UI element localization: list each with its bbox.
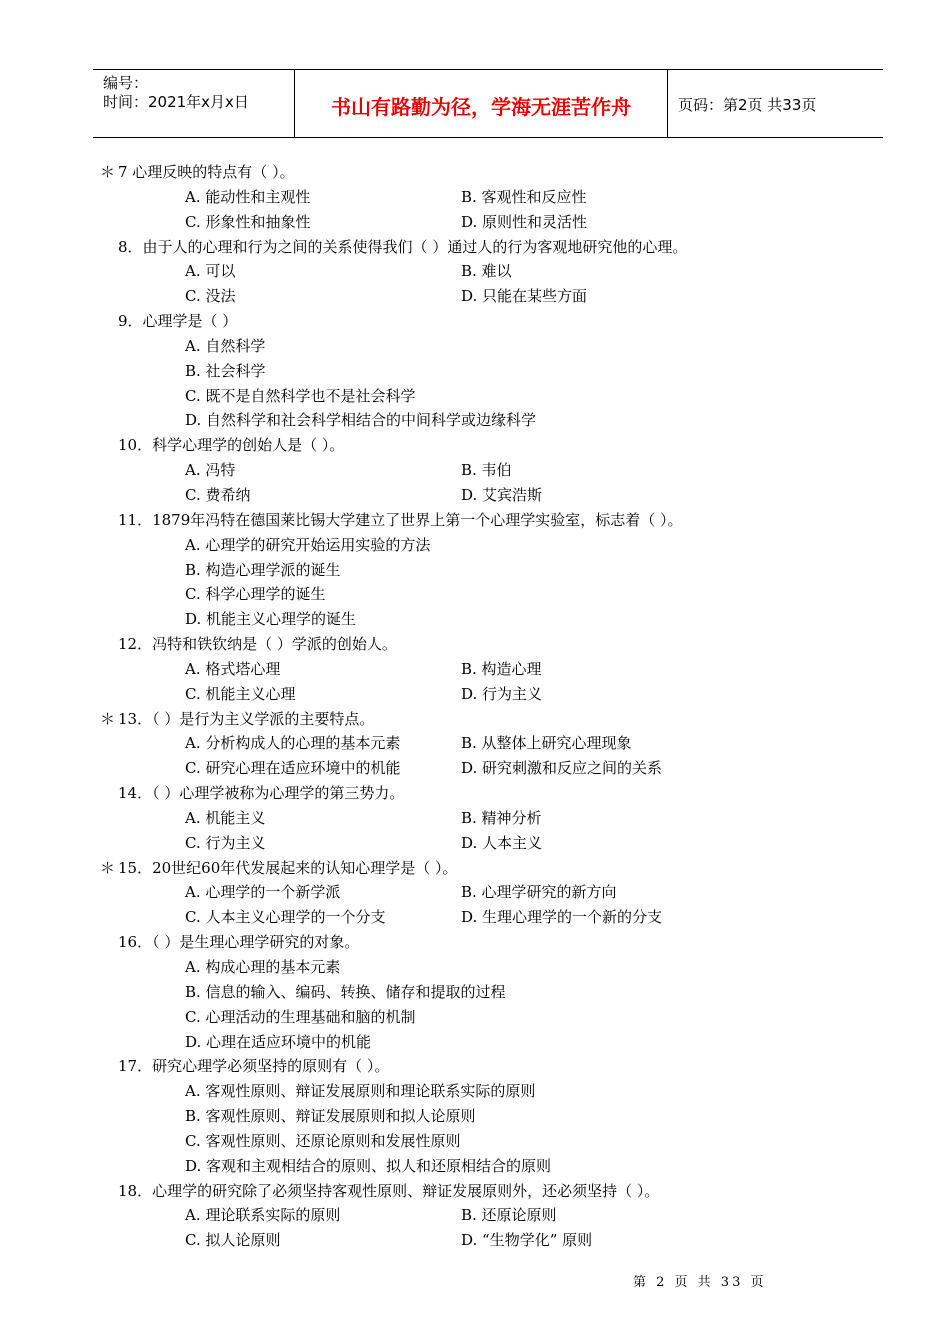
option-row <box>0 806 950 831</box>
question-stem: 9．心理学是（ ） <box>118 312 238 331</box>
answer-option: A. 分析构成人的心理的基本元素 <box>185 734 401 753</box>
answer-option: B. 客观性和反应性 <box>461 187 587 206</box>
question-stem-line <box>0 309 950 334</box>
header-motto-cell <box>294 70 668 137</box>
answer-option: B. 心理学研究的新方向 <box>461 883 617 902</box>
option-row <box>0 259 950 284</box>
question-stem: 15．20世纪60年代发展起来的认知心理学是（ ）。 <box>118 858 458 877</box>
header-page-cell <box>668 70 883 137</box>
answer-option: A. 冯特 <box>185 461 236 480</box>
question-stem-line <box>0 433 950 458</box>
answer-option: A. 自然科学 <box>185 336 266 355</box>
answer-option: D. 研究刺激和反应之间的关系 <box>461 759 663 778</box>
answer-option: C. 行为主义 <box>185 833 266 852</box>
star-marker: ＊ <box>100 709 116 728</box>
answer-option: D. 只能在某些方面 <box>461 287 588 306</box>
option-row <box>0 1030 950 1055</box>
option-row <box>0 607 950 632</box>
code-label: 编号： <box>103 74 149 92</box>
answer-option: B. 精神分析 <box>461 808 542 827</box>
option-row <box>0 284 950 309</box>
answer-option: B. 从整体上研究心理现象 <box>461 734 632 753</box>
question-stem-line <box>0 160 950 185</box>
option-row <box>0 905 950 930</box>
option-row <box>0 1104 950 1129</box>
answer-option: A. 构成心理的基本元素 <box>185 958 341 976</box>
star-marker: ＊ <box>100 163 116 181</box>
answer-option: A. 机能主义 <box>185 808 266 827</box>
answer-option: C. 机能主义心理 <box>185 684 296 703</box>
option-row <box>0 657 950 682</box>
answer-option: A. 理论联系实际的原则 <box>185 1206 341 1225</box>
answer-option: B. 客观性原则、辩证发展原则和拟人论原则 <box>185 1107 476 1126</box>
question-stem-line <box>0 1054 950 1079</box>
answer-option: C. 客观性原则、还原论原则和发展性原则 <box>185 1131 461 1150</box>
answer-option: A. 可以 <box>185 262 236 281</box>
question-stem: 8．由于人的心理和行为之间的关系使得我们（ ）通过人的行为客观地研究他的心理。 <box>118 237 688 256</box>
question-stem-line <box>0 508 950 533</box>
answer-option: D. 人本主义 <box>461 833 543 852</box>
page-footer: 第 2 页 共 33 页 <box>633 1275 767 1290</box>
answer-option: A. 心理学的研究开始运用实验的方法 <box>185 535 431 554</box>
page-label: 页码：第2页 共33页 <box>678 96 817 114</box>
time-label: 时间：2021年x月x日 <box>103 93 249 111</box>
question-stem: 17．研究心理学必须坚持的原则有（ ）。 <box>118 1057 390 1076</box>
option-row <box>0 756 950 781</box>
answer-option: C. 形象性和抽象性 <box>185 212 311 231</box>
question-stem: 18．心理学的研究除了必须坚持客观性原则、辩证发展原则外，还必须坚持（ ）。 <box>118 1181 660 1200</box>
option-row <box>0 1129 950 1154</box>
question-stem: 10．科学心理学的创始人是（ ）。 <box>118 436 345 455</box>
answer-option: D. “生物学化” 原则 <box>461 1231 593 1250</box>
answer-option: B. 信息的输入、编码、转换、储存和提取的过程 <box>185 982 506 1001</box>
answer-option: B. 难以 <box>461 262 512 281</box>
answer-option: C. 人本主义心理学的一个分支 <box>185 908 386 927</box>
answer-option: C. 费希纳 <box>185 485 251 504</box>
option-row <box>0 682 950 707</box>
option-row <box>0 731 950 756</box>
question-stem: 11．1879年冯特在德国莱比锡大学建立了世界上第一个心理学实验室，标志着（ ）。 <box>118 510 683 529</box>
option-row <box>0 384 950 409</box>
question-stem-line <box>0 930 950 955</box>
answer-option: D. 机能主义心理学的诞生 <box>185 610 357 629</box>
answer-option: B. 还原论原则 <box>461 1206 557 1225</box>
question-stem: 13．（ ）是行为主义学派的主要特点。 <box>118 709 375 728</box>
question-stem: 12．冯特和铁钦纳是（ ）学派的创始人。 <box>118 635 397 654</box>
option-row <box>0 1228 950 1253</box>
option-row <box>0 458 950 483</box>
option-row <box>0 880 950 905</box>
question-stem: 16．（ ）是生理心理学研究的对象。 <box>118 933 360 952</box>
answer-option: C. 拟人论原则 <box>185 1231 281 1250</box>
star-marker: ＊ <box>100 858 116 877</box>
question-stem-line <box>0 632 950 657</box>
option-row <box>0 955 950 980</box>
option-row <box>0 980 950 1005</box>
option-row <box>0 359 950 384</box>
answer-option: D. 行为主义 <box>461 684 543 703</box>
answer-option: A. 格式塔心理 <box>185 659 281 678</box>
option-row <box>0 582 950 607</box>
answer-option: C. 既不是自然科学也不是社会科学 <box>185 386 416 405</box>
motto: 书山有路勤为径，学海无涯苦作舟 <box>331 95 631 119</box>
answer-option: C. 研究心理在适应环境中的机能 <box>185 759 401 778</box>
answer-option: D. 艾宾浩斯 <box>461 485 543 504</box>
option-row <box>0 533 950 558</box>
answer-option: C. 没法 <box>185 287 236 306</box>
page-header <box>93 69 883 138</box>
answer-option: B. 韦伯 <box>461 461 512 480</box>
option-row <box>0 408 950 433</box>
answer-option: B. 构造心理 <box>461 659 542 678</box>
answer-option: D. 原则性和灵活性 <box>461 212 588 231</box>
answer-option: A. 能动性和主观性 <box>185 187 311 206</box>
option-row <box>0 1154 950 1179</box>
question-list <box>0 160 950 1253</box>
option-row <box>0 1203 950 1228</box>
question-stem: 14．（ ）心理学被称为心理学的第三势力。 <box>118 784 405 803</box>
option-row <box>0 483 950 508</box>
option-row <box>0 185 950 210</box>
question-stem-line <box>0 781 950 806</box>
question-stem-line <box>0 707 950 732</box>
answer-option: C. 科学心理学的诞生 <box>185 585 326 604</box>
answer-option: D. 心理在适应环境中的机能 <box>185 1032 372 1051</box>
option-row <box>0 558 950 583</box>
answer-option: D. 客观和主观相结合的原则、拟人和还原相结合的原则 <box>185 1156 552 1175</box>
question-stem: 7 心理反映的特点有（ ）。 <box>118 163 295 181</box>
header-meta <box>93 70 294 137</box>
question-stem-line <box>0 235 950 260</box>
answer-option: A. 客观性原则、辩证发展原则和理论联系实际的原则 <box>185 1082 536 1101</box>
answer-option: A. 心理学的一个新学派 <box>185 883 341 902</box>
option-row <box>0 334 950 359</box>
option-row <box>0 831 950 856</box>
option-row <box>0 1005 950 1030</box>
answer-option: D. 自然科学和社会科学相结合的中间科学或边缘科学 <box>185 411 537 430</box>
answer-option: D. 生理心理学的一个新的分支 <box>461 908 663 927</box>
option-row <box>0 1079 950 1104</box>
answer-option: C. 心理活动的生理基础和脑的机制 <box>185 1007 416 1026</box>
answer-option: B. 社会科学 <box>185 361 266 380</box>
option-row <box>0 210 950 235</box>
answer-option: B. 构造心理学派的诞生 <box>185 560 341 579</box>
question-stem-line <box>0 856 950 881</box>
question-stem-line <box>0 1179 950 1204</box>
